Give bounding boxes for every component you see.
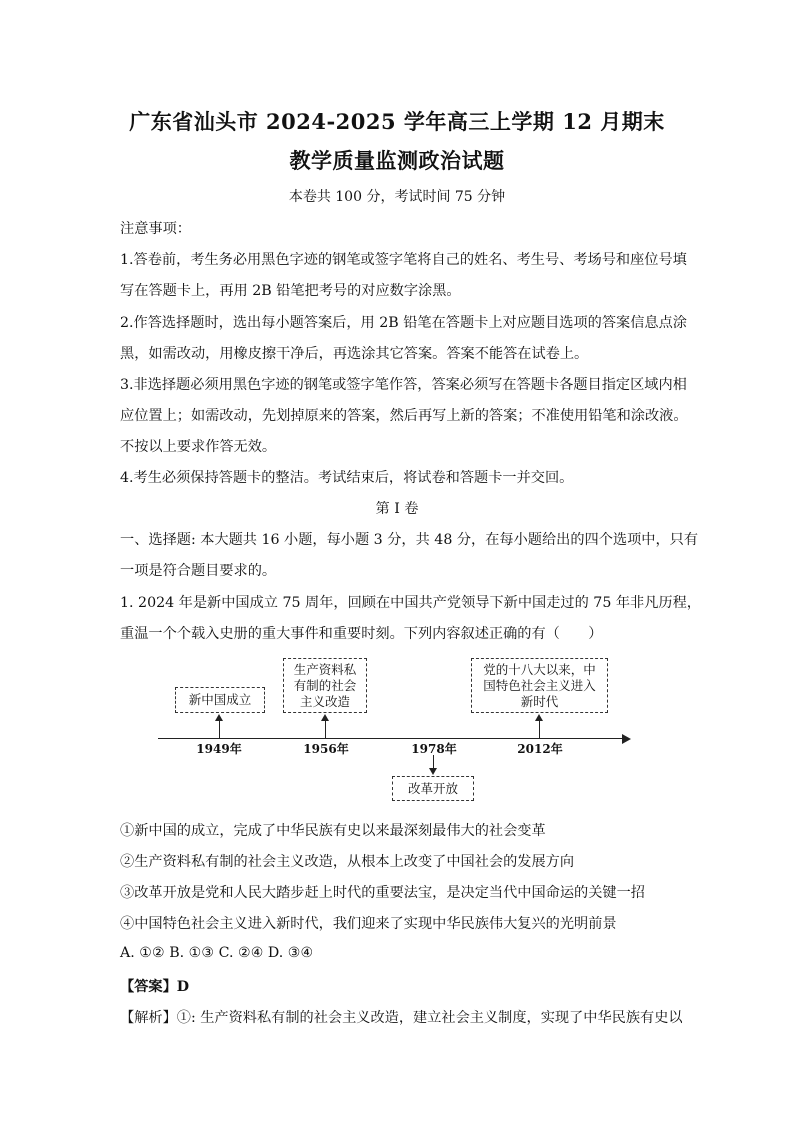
- event-box-2012: [471, 658, 608, 713]
- event-box-text: 新时代: [520, 693, 559, 709]
- year-label: 2012年: [517, 742, 563, 756]
- question-stem: 重温一个个载入史册的重大事件和重要时刻。下列内容叙述正确的有（ ）: [120, 626, 603, 642]
- statement-item: ④中国特色社会主义进入新时代，我们迎来了实现中华民族伟大复兴的光明前景: [120, 916, 617, 932]
- connector-line: [433, 755, 434, 769]
- exam-title-line2: 教学质量监测政治试题: [289, 148, 505, 173]
- event-box-1956: [283, 658, 367, 713]
- answer-key: 【答案】D: [120, 979, 190, 995]
- notes-line: 3.非选择题必须用黑色字迹的钢笔或签字笔作答，答案必须写在答题卡各题目指定区域内相: [120, 377, 687, 393]
- arrow-right-icon: [622, 734, 631, 744]
- statement-item: ②生产资料私有制的社会主义改造，从根本上改变了中国社会的发展方向: [120, 854, 575, 870]
- exam-subtitle: 本卷共 100 分，考试时间 75 分钟: [288, 189, 506, 205]
- answer-options: A. ①② B. ①③ C. ②④ D. ③④: [120, 945, 314, 961]
- analysis-text: 【解析】①: 生产资料私有制的社会主义改造，建立社会主义制度，实现了中华民族有史以: [120, 1010, 683, 1026]
- connector-line: [219, 720, 220, 738]
- exam-title-line1: 广东省汕头市 2024-2025 学年高三上学期 12 月期末: [129, 109, 665, 134]
- arrow-down-icon: [429, 768, 437, 775]
- volume-heading: 第 I 卷: [375, 501, 419, 517]
- question-stem: 1. 2024 年是新中国成立 75 周年，回顾在中国共产党领导下新中国走过的 75 年非凡历程，: [120, 595, 701, 611]
- timeline-axis: [158, 738, 624, 739]
- event-box-1949: 新中国成立: [175, 687, 265, 713]
- section-instructions: 一项是符合题目要求的。: [120, 563, 277, 579]
- notes-line: 应位置上；如需改动，先划掉原来的答案，然后再写上新的答案；不准使用铅笔和涂改液。: [120, 408, 688, 424]
- event-box-text: 国特色社会主义进入: [483, 677, 596, 693]
- event-box-text: 有制的社会: [293, 677, 357, 693]
- notes-heading: 注意事项：: [120, 221, 191, 237]
- connector-line: [325, 720, 326, 738]
- event-box-text: 主义改造: [299, 693, 350, 709]
- notes-line: 写在答题卡上，再用 2B 铅笔把考号的对应数字涂黑。: [120, 283, 461, 299]
- notes-line: 4.考生必须保持答题卡的整洁。考试结束后，将试卷和答题卡一并交回。: [120, 470, 574, 486]
- event-box-1978: 改革开放: [392, 776, 474, 801]
- statement-item: ①新中国的成立，完成了中华民族有史以来最深刻最伟大的社会变革: [120, 823, 546, 839]
- year-label: 1978年: [411, 742, 457, 756]
- notes-line: 2.作答选择题时，选出每小题答案后，用 2B 铅笔在答题卡上对应题目选项的答案信息点涂: [120, 315, 687, 331]
- notes-line: 黑，如需改动，用橡皮擦干净后，再选涂其它答案。答案不能答在试卷上。: [120, 346, 589, 362]
- year-label: 1956年: [303, 742, 349, 756]
- event-box-text: 生产资料私: [293, 661, 357, 677]
- connector-line: [539, 720, 540, 738]
- statement-item: ③改革开放是党和人民大踏步赶上时代的重要法宝，是决定当代中国命运的关键一招: [120, 885, 645, 901]
- notes-line: 不按以上要求作答无效。: [120, 439, 277, 455]
- notes-line: 1.答卷前，考生务必用黑色字迹的钢笔或签字笔将自己的姓名、考生号、考场号和座位号填: [120, 252, 687, 268]
- year-label: 1949年: [196, 742, 242, 756]
- event-box-text: 党的十八大以来，中: [483, 661, 596, 677]
- section-instructions: 一、选择题: 本大题共 16 小题，每小题 3 分，共 48 分，在每小题给出的四个选项中，只有: [120, 532, 699, 548]
